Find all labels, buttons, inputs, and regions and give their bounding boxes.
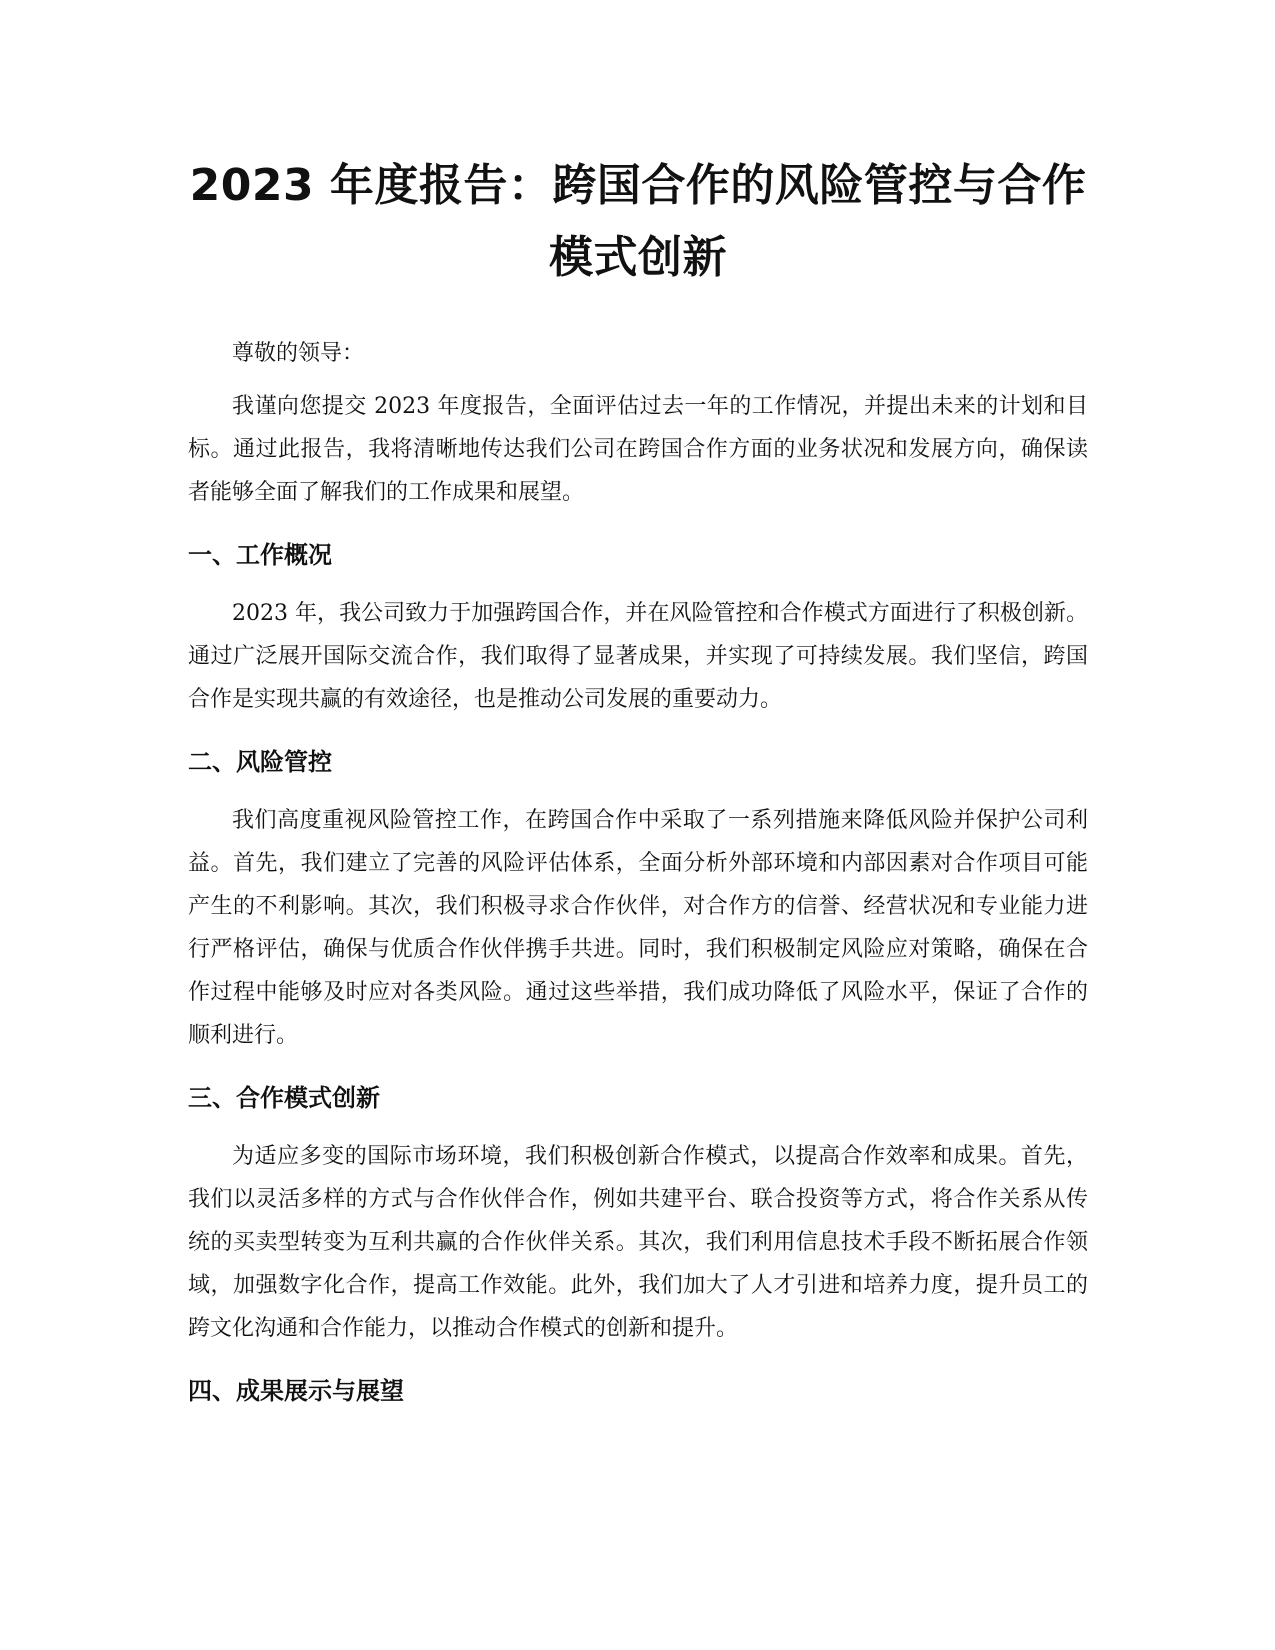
section-body-risk-control: 我们高度重视风险管控工作，在跨国合作中采取了一系列措施来降低风险并保护公司利益。首先，我们建立了完善的风险评估体系，全面分析外部环境和内部因素对合作项目可能产生的不利影响。其次，我们积极寻求合作伙伴，对合作方的信誉、经营状况和专业能力进行严格评估，确保与优质合作伙伴携手共进。同时，我们积极制定风险应对策略，确保在合作过程中能够及时应对各类风险。通过这些举措，我们成功降低了风险水平，保证了合作的顺利进行。	[188, 808, 1088, 1048]
section-heading-results-outlook: 四、成果展示与展望	[188, 1377, 404, 1405]
section-heading-cooperation-model: 三、合作模式创新	[188, 1084, 380, 1112]
document-title-line-2: 模式创新	[549, 232, 727, 283]
section-body-overview: 2023 年，我公司致力于加强跨国合作，并在风险管控和合作模式方面进行了积极创新。通过广泛展开国际交流合作，我们取得了显著成果，并实现了可持续发展。我们坚信，跨国合作是实现共赢的有效途径，也是推动公司发展的重要动力。	[188, 601, 1088, 712]
document-title-line-1: 2023 年度报告：跨国合作的风险管控与合作	[189, 160, 1087, 211]
document-body	[188, 150, 1088, 1428]
document-title	[188, 150, 1088, 294]
salutation: 尊敬的领导：	[232, 341, 365, 366]
section-heading-risk-control: 二、风险管控	[188, 748, 332, 776]
section-body-cooperation-model: 为适应多变的国际市场环境，我们积极创新合作模式，以提高合作效率和成果。首先，我们以灵活多样的方式与合作伙伴合作，例如共建平台、联合投资等方式，将合作关系从传统的买卖型转变为互利共赢的合作伙伴关系。其次，我们利用信息技术手段不断拓展合作领域，加强数字化合作，提高工作效能。此外，我们加大了人才引进和培养力度，提升员工的跨文化沟通和合作能力，以推动合作模式的创新和提升。	[188, 1144, 1088, 1341]
section-heading-overview: 一、工作概况	[188, 541, 332, 569]
intro-paragraph: 我谨向您提交 2023 年度报告，全面评估过去一年的工作情况，并提出未来的计划和目标。通过此报告，我将清晰地传达我们公司在跨国合作方面的业务状况和发展方向，确保读者能够全面了解我们的工作成果和展望。	[188, 394, 1088, 505]
